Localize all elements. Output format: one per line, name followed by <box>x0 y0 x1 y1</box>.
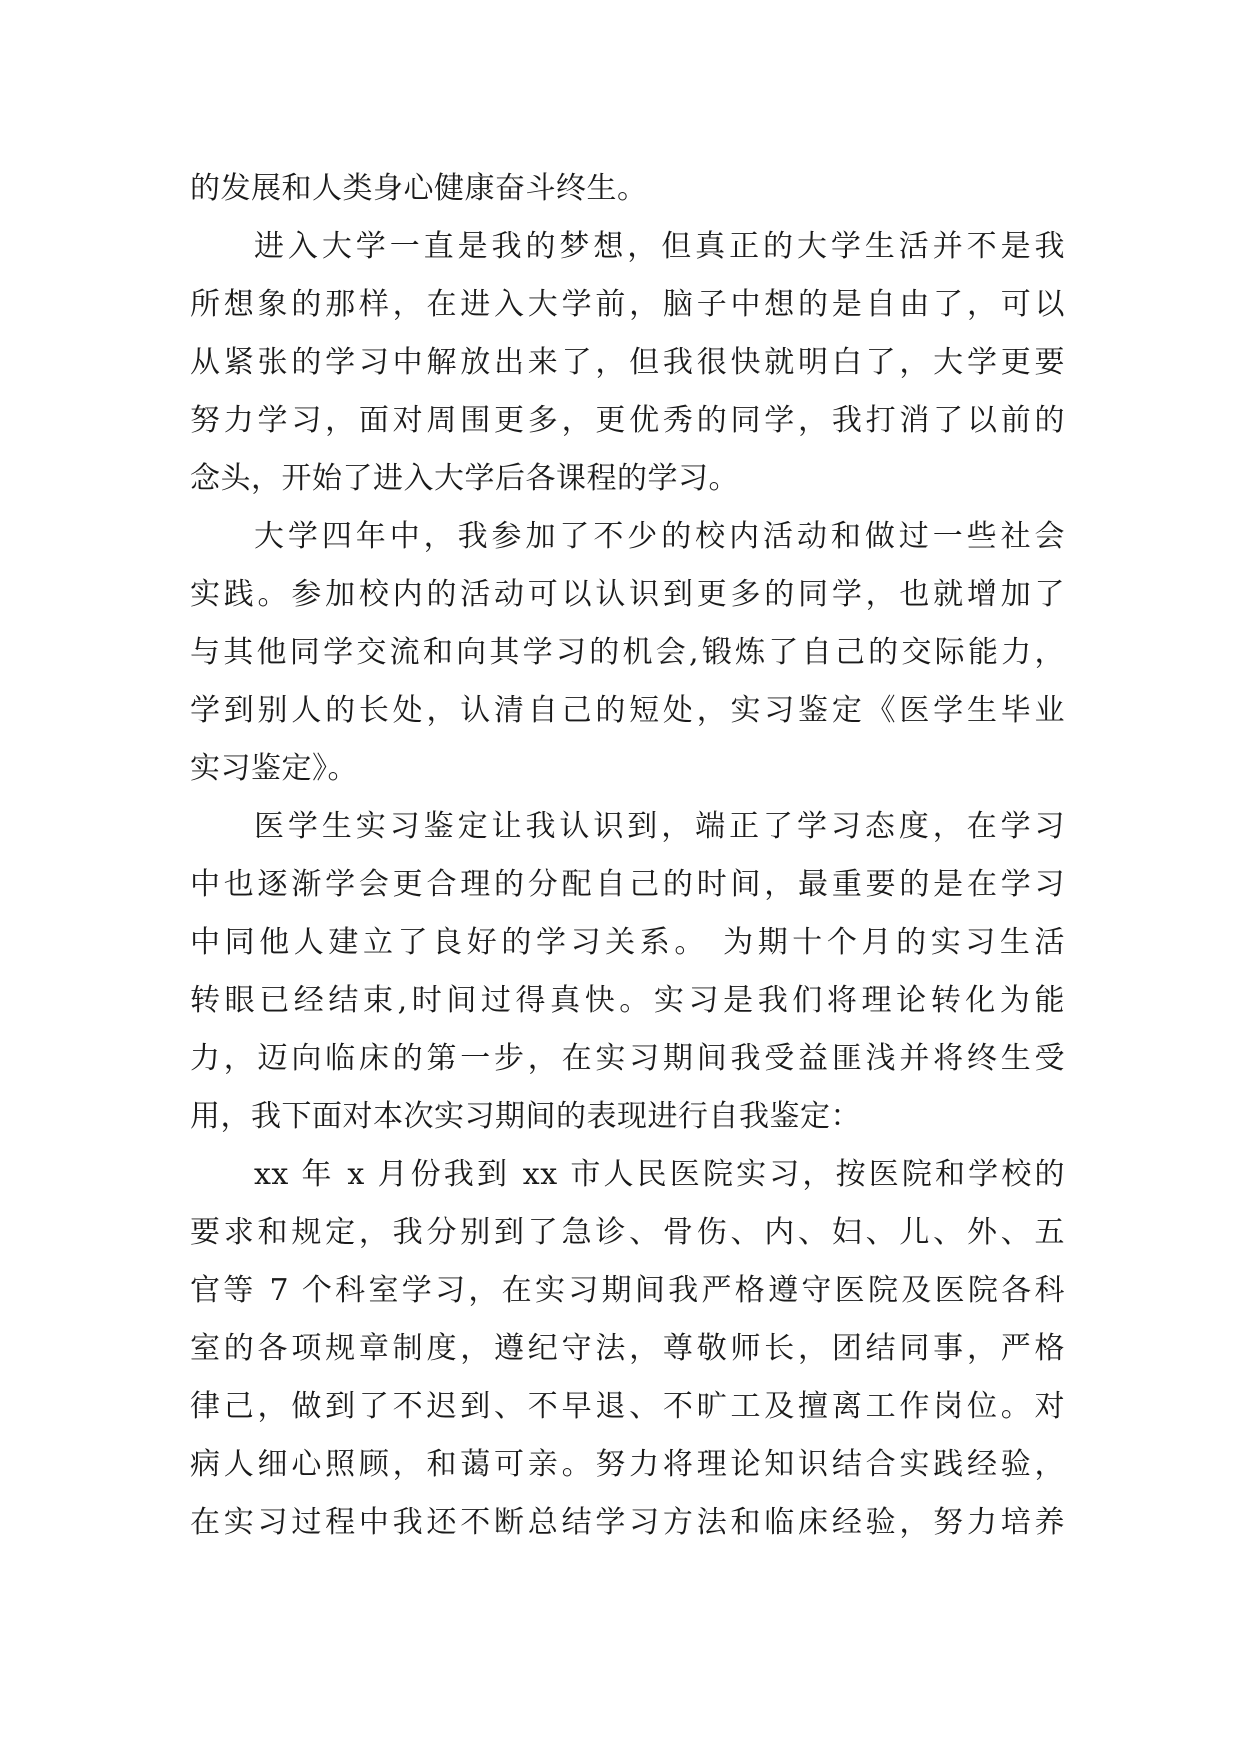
text-line: 室的各项规章制度，遵纪守法，尊敬师长，团结同事，严格 <box>190 1331 1065 1366</box>
text-line: 律己，做到了不迟到、不早退、不旷工及擅离工作岗位。对 <box>190 1389 1065 1424</box>
text-line: 与其他同学交流和向其学习的机会,锻炼了自己的交际能力， <box>190 635 1065 670</box>
text-line: 实习鉴定》。 <box>190 751 358 786</box>
text-line: 官等 7 个科室学习，在实习期间我严格遵守医院及医院各科 <box>190 1273 1065 1308</box>
text-line: 的发展和人类身心健康奋斗终生。 <box>190 171 648 206</box>
text-line: 力，迈向临床的第一步，在实习期间我受益匪浅并将终生受 <box>190 1041 1065 1076</box>
text-line: 中也逐渐学会更合理的分配自己的时间，最重要的是在学习 <box>190 867 1065 902</box>
text-line: 在实习过程中我还不断总结学习方法和临床经验，努力培养 <box>190 1505 1065 1540</box>
paragraph-first-line: 医学生实习鉴定让我认识到，端正了学习态度，在学习 <box>254 809 1065 844</box>
paragraph-first-line: 进入大学一直是我的梦想，但真正的大学生活并不是我 <box>254 229 1065 264</box>
text-line: 从紧张的学习中解放出来了，但我很快就明白了，大学更要 <box>190 345 1065 380</box>
text-line: 病人细心照顾，和蔼可亲。努力将理论知识结合实践经验， <box>190 1447 1065 1482</box>
text-line: 实践。参加校内的活动可以认识到更多的同学，也就增加了 <box>190 577 1065 612</box>
paragraph-first-line: 大学四年中，我参加了不少的校内活动和做过一些社会 <box>254 519 1065 554</box>
text-line: 转眼已经结束,时间过得真快。实习是我们将理论转化为能 <box>190 983 1065 1018</box>
text-line: 要求和规定，我分别到了急诊、骨伤、内、妇、儿、外、五 <box>190 1215 1065 1250</box>
text-line: 所想象的那样，在进入大学前，脑子中想的是自由了，可以 <box>190 287 1065 322</box>
text-line: 中同他人建立了良好的学习关系。 为期十个月的实习生活 <box>190 925 1065 960</box>
text-line: 努力学习，面对周围更多，更优秀的同学，我打消了以前的 <box>190 403 1065 438</box>
text-line: 用，我下面对本次实习期间的表现进行自我鉴定： <box>190 1099 861 1134</box>
document-body <box>190 160 1065 1552</box>
paragraph-first-line: xx 年 x 月份我到 xx 市人民医院实习，按医院和学校的 <box>254 1157 1065 1192</box>
text-line: 念头，开始了进入大学后各课程的学习。 <box>190 461 739 496</box>
text-line: 学到别人的长处，认清自己的短处，实习鉴定《医学生毕业 <box>190 693 1065 728</box>
